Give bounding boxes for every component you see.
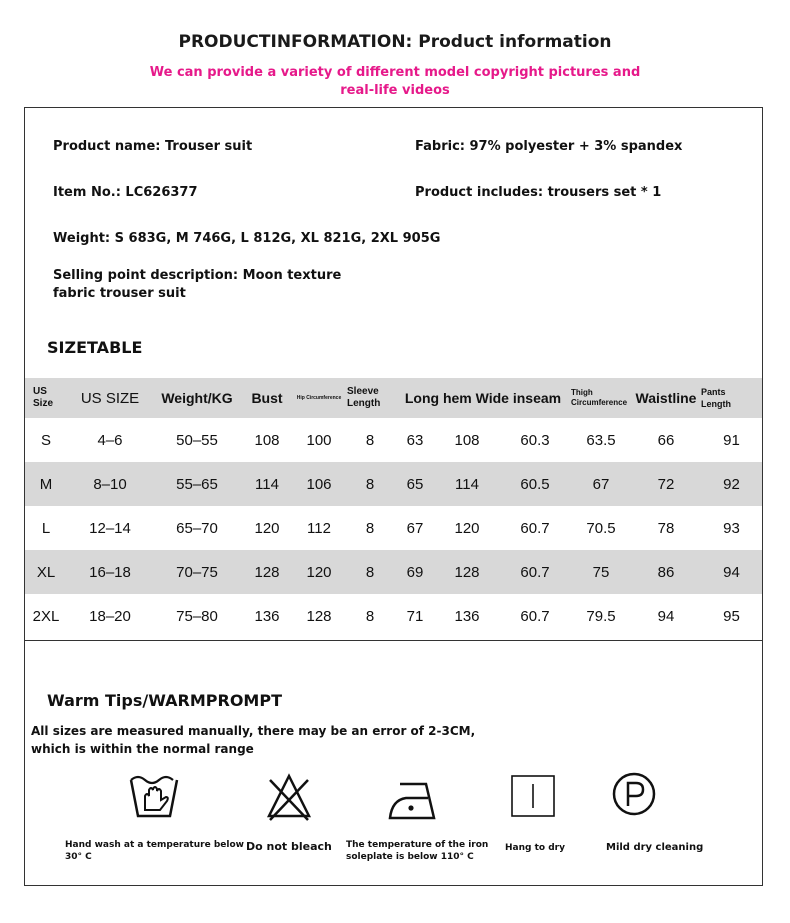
product-includes: Product includes: trousers set * 1 bbox=[415, 185, 662, 200]
selling-point-line-2: fabric trouser suit bbox=[53, 286, 186, 301]
product-name: Product name: Trouser suit bbox=[53, 139, 253, 154]
cell-us-range: 16–18 bbox=[67, 550, 153, 594]
section-divider bbox=[25, 640, 762, 641]
cell-us-size: 2XL bbox=[32, 607, 60, 625]
product-fabric: Fabric: 97% polyester + 3% spandex bbox=[415, 139, 683, 154]
cell-inseam: 60.3 bbox=[520, 431, 550, 449]
cell-us-range: 18–20 bbox=[89, 607, 131, 625]
cell-inseam: 60.7 bbox=[499, 550, 571, 594]
selling-point-line-1: Selling point description: Moon texture bbox=[53, 268, 342, 283]
dry-clean-icon bbox=[610, 770, 658, 820]
size-table bbox=[25, 378, 762, 638]
cell-hip: 100 bbox=[306, 431, 332, 449]
header-bust: Bust bbox=[241, 378, 293, 418]
do-not-bleach-label: Do not bleach bbox=[246, 840, 332, 853]
page-title: PRODUCTINFORMATION: Product information bbox=[178, 32, 612, 52]
cell-wide: 120 bbox=[454, 519, 480, 537]
cell-hip: 112 bbox=[307, 519, 331, 537]
header-sleeve: Sleeve Length bbox=[345, 378, 395, 418]
page-subtitle bbox=[0, 64, 790, 100]
table-row bbox=[25, 462, 762, 506]
selling-point bbox=[53, 267, 341, 303]
cell-sleeve: 8 bbox=[365, 607, 375, 625]
cell-hip: 106 bbox=[293, 462, 345, 506]
subtitle-line-1: We can provide a variety of different model copyright pictures and bbox=[149, 65, 641, 80]
cell-bust: 114 bbox=[241, 462, 293, 506]
cell-us-size: XL bbox=[25, 550, 67, 594]
cell-us-range: 8–10 bbox=[67, 462, 153, 506]
iron-label: The temperature of the iron soleplate is below 110° C bbox=[346, 840, 489, 862]
cell-wide: 114 bbox=[435, 462, 499, 506]
subtitle-line-2: real-life videos bbox=[340, 83, 450, 98]
cell-thigh: 67 bbox=[571, 462, 631, 506]
header-us-size-range: US SIZE bbox=[67, 378, 153, 418]
header-us-size: US Size bbox=[25, 378, 67, 418]
cell-weight: 50–55 bbox=[176, 431, 218, 449]
cell-inseam: 60.7 bbox=[520, 607, 550, 625]
product-weight: Weight: S 683G, M 746G, L 812G, XL 821G, 2XL 905G bbox=[53, 231, 441, 246]
do-not-bleach-icon bbox=[266, 770, 312, 824]
cell-pants-length: 95 bbox=[723, 607, 740, 625]
tips-note bbox=[31, 722, 475, 758]
cell-us-size: L bbox=[41, 519, 51, 537]
cell-waistline: 72 bbox=[631, 462, 701, 506]
cell-bust: 136 bbox=[254, 607, 280, 625]
cell-inseam: 60.7 bbox=[520, 519, 550, 537]
cell-us-size: M bbox=[25, 462, 67, 506]
cell-sleeve: 8 bbox=[365, 519, 375, 537]
table-row bbox=[25, 550, 762, 594]
iron-icon bbox=[386, 770, 442, 824]
cell-waistline: 78 bbox=[657, 519, 675, 537]
cell-us-size: S bbox=[40, 431, 51, 449]
cell-bust: 120 bbox=[254, 519, 280, 537]
header-hip: Hip Circumference bbox=[293, 378, 345, 418]
hand-wash-icon bbox=[128, 770, 180, 824]
hang-dry-label: Hang to dry bbox=[505, 843, 565, 853]
cell-waistline: 86 bbox=[631, 550, 701, 594]
cell-weight: 55–65 bbox=[153, 462, 241, 506]
cell-wide: 108 bbox=[454, 431, 480, 449]
header-waistline: Waistline bbox=[631, 378, 701, 418]
dry-clean-label: Mild dry cleaning bbox=[606, 842, 704, 853]
cell-bust: 128 bbox=[241, 550, 293, 594]
header-long-hem: Long hem Wide inseam bbox=[395, 378, 571, 418]
cell-sleeve: 8 bbox=[345, 550, 395, 594]
cell-thigh: 79.5 bbox=[586, 607, 616, 625]
cell-pants-length: 93 bbox=[723, 519, 740, 537]
cell-bust: 108 bbox=[254, 431, 280, 449]
cell-inseam: 60.5 bbox=[499, 462, 571, 506]
cell-pants-length: 91 bbox=[723, 431, 740, 449]
cell-thigh: 63.5 bbox=[586, 431, 616, 449]
cell-long-hem: 63 bbox=[406, 431, 424, 449]
cell-sleeve: 8 bbox=[345, 462, 395, 506]
header-pants-length: Pants Length bbox=[701, 378, 762, 418]
cell-thigh: 70.5 bbox=[586, 519, 616, 537]
cell-thigh: 75 bbox=[571, 550, 631, 594]
cell-wide: 136 bbox=[454, 607, 480, 625]
tips-title: Warm Tips/WARMPROMPT bbox=[47, 691, 282, 710]
hang-dry-icon bbox=[510, 770, 556, 818]
header-weight: Weight/KG bbox=[153, 378, 241, 418]
product-item-no: Item No.: LC626377 bbox=[53, 185, 198, 200]
cell-weight: 70–75 bbox=[153, 550, 241, 594]
header-thigh: Thigh Circumference bbox=[571, 378, 631, 418]
table-row bbox=[25, 418, 762, 462]
cell-long-hem: 69 bbox=[395, 550, 435, 594]
size-table-header bbox=[25, 378, 762, 418]
cell-long-hem: 67 bbox=[406, 519, 424, 537]
cell-long-hem: 65 bbox=[395, 462, 435, 506]
cell-pants-length: 94 bbox=[701, 550, 762, 594]
hand-wash-label: Hand wash at a temperature below 30° C bbox=[65, 840, 244, 862]
cell-waistline: 66 bbox=[657, 431, 675, 449]
tips-note-line-2: which is within the normal range bbox=[31, 742, 254, 756]
cell-sleeve: 8 bbox=[365, 431, 375, 449]
cell-us-range: 4–6 bbox=[97, 431, 123, 449]
cell-weight: 75–80 bbox=[176, 607, 218, 625]
cell-wide: 128 bbox=[435, 550, 499, 594]
size-table-title: SIZETABLE bbox=[47, 338, 143, 357]
table-row bbox=[25, 594, 762, 638]
cell-pants-length: 92 bbox=[701, 462, 762, 506]
cell-long-hem: 71 bbox=[406, 607, 424, 625]
tips-note-line-1: All sizes are measured manually, there may be an error of 2-3CM, bbox=[31, 724, 476, 738]
cell-hip: 128 bbox=[306, 607, 332, 625]
cell-hip: 120 bbox=[293, 550, 345, 594]
table-row bbox=[25, 506, 762, 550]
cell-weight: 65–70 bbox=[176, 519, 218, 537]
cell-us-range: 12–14 bbox=[89, 519, 131, 537]
cell-waistline: 94 bbox=[657, 607, 675, 625]
